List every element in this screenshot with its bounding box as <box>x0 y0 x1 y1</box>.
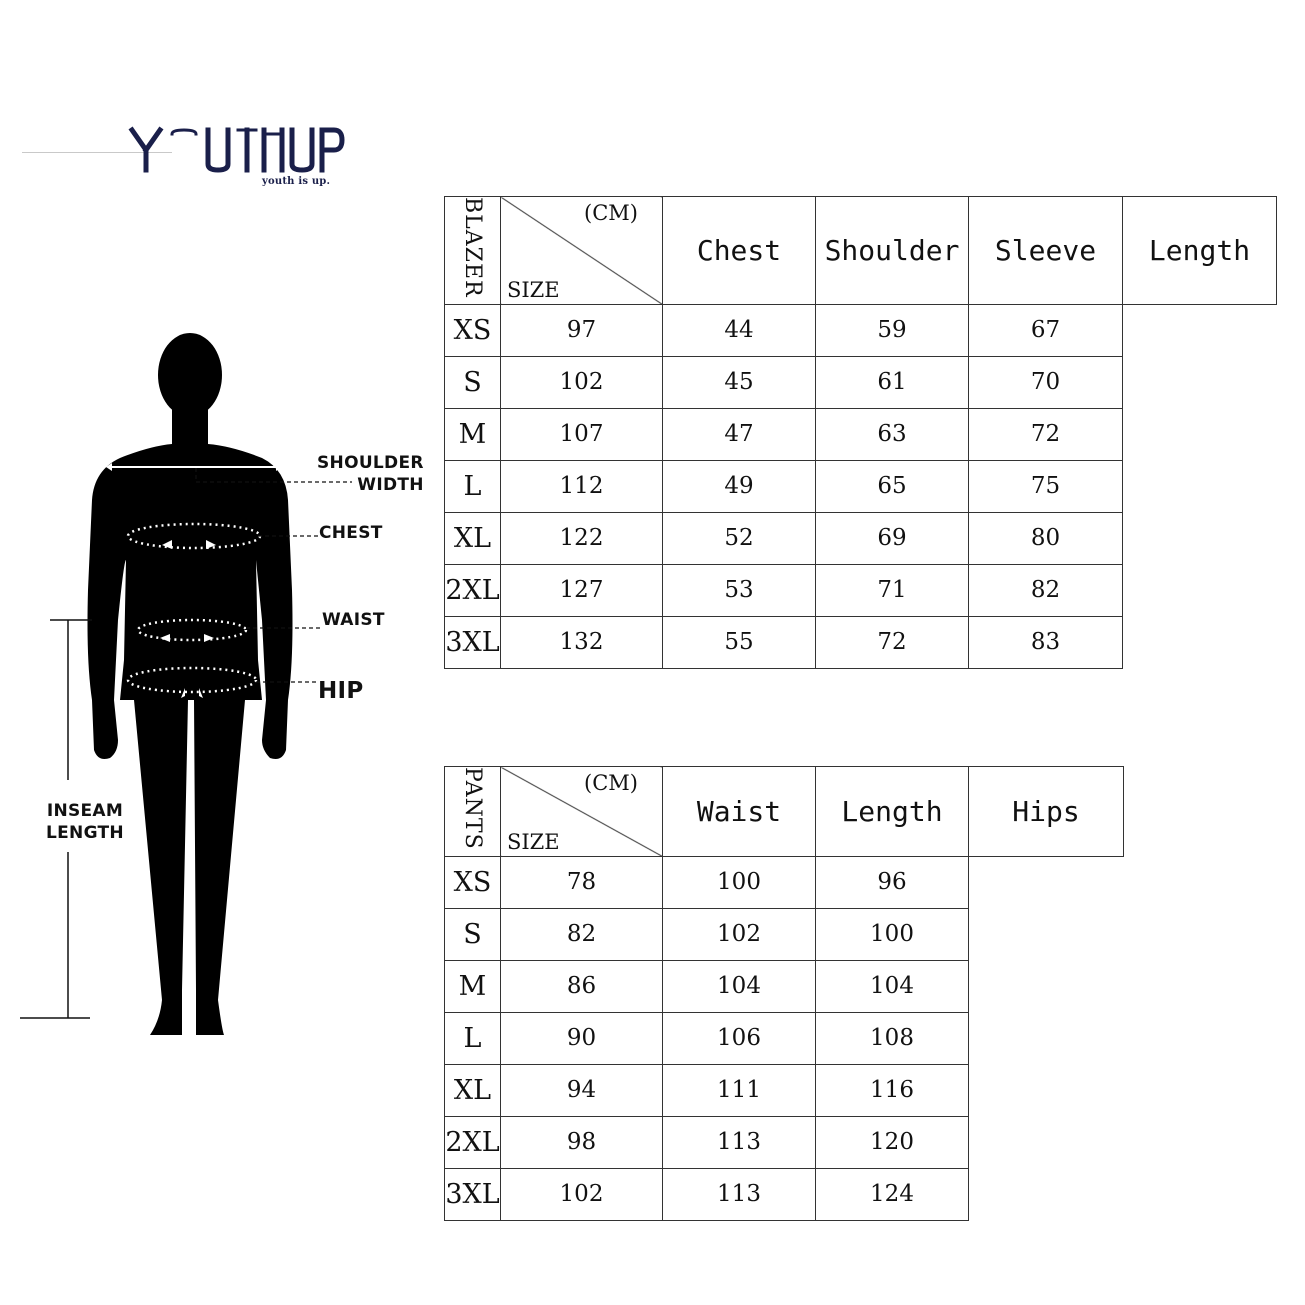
measurement-cell: 63 <box>816 408 969 460</box>
blazer-section-label: BLAZER <box>460 197 485 298</box>
measurement-cell: 70 <box>969 356 1123 408</box>
size-cell: L <box>445 460 501 512</box>
measurement-cell: 102 <box>501 1168 663 1220</box>
size-cell: XS <box>445 856 501 908</box>
measurement-cell: 104 <box>663 960 816 1012</box>
blazer-section-cell <box>445 197 501 305</box>
table-row <box>445 408 1277 460</box>
measurement-cell: 111 <box>663 1064 816 1116</box>
shoulder-width-label: SHOULDER WIDTH <box>317 453 424 495</box>
measurement-cell: 116 <box>816 1064 969 1116</box>
table-row <box>445 564 1277 616</box>
size-cell: S <box>445 908 501 960</box>
measurement-cell: 59 <box>816 304 969 356</box>
measurement-cell: 106 <box>663 1012 816 1064</box>
size-cell: 3XL <box>445 1168 501 1220</box>
pants-size-table <box>444 766 1124 1221</box>
column-header: Chest <box>663 197 816 305</box>
size-cell: XS <box>445 304 501 356</box>
measurement-cell: 122 <box>501 512 663 564</box>
table-header-row <box>445 197 1277 305</box>
measurement-cell: 52 <box>663 512 816 564</box>
measurement-cell: 104 <box>816 960 969 1012</box>
human-silhouette <box>88 333 293 1035</box>
measurement-cell: 90 <box>501 1012 663 1064</box>
pants-section-cell <box>445 767 501 857</box>
table-row <box>445 356 1277 408</box>
size-unit-corner-cell <box>501 197 663 305</box>
blazer-size-table <box>444 196 1277 669</box>
measurement-cell: 69 <box>816 512 969 564</box>
hip-label: HIP <box>318 678 364 704</box>
measurement-cell: 113 <box>663 1116 816 1168</box>
column-header: Length <box>1123 197 1277 305</box>
measurement-cell: 71 <box>816 564 969 616</box>
measurement-cell: 98 <box>501 1116 663 1168</box>
table-row <box>445 512 1277 564</box>
measurement-cell: 86 <box>501 960 663 1012</box>
measurement-cell: 100 <box>663 856 816 908</box>
measurement-cell: 132 <box>501 616 663 668</box>
column-header: Shoulder <box>816 197 969 305</box>
table-row <box>445 908 1124 960</box>
measurement-cell: 83 <box>969 616 1123 668</box>
size-cell: S <box>445 356 501 408</box>
measurement-cell: 102 <box>663 908 816 960</box>
measurement-cell: 124 <box>816 1168 969 1220</box>
measurement-cell: 61 <box>816 356 969 408</box>
size-cell: 3XL <box>445 616 501 668</box>
measurement-cell: 107 <box>501 408 663 460</box>
measurement-cell: 53 <box>663 564 816 616</box>
measurement-cell: 127 <box>501 564 663 616</box>
column-header: Sleeve <box>969 197 1123 305</box>
measurement-cell: 96 <box>816 856 969 908</box>
size-cell: 2XL <box>445 564 501 616</box>
inseam-length-label: INSEAM LENGTH <box>46 801 124 843</box>
measurement-cell: 94 <box>501 1064 663 1116</box>
measurement-cell: 120 <box>816 1116 969 1168</box>
measurement-cell: 108 <box>816 1012 969 1064</box>
size-cell: 2XL <box>445 1116 501 1168</box>
column-header: Waist <box>663 767 816 857</box>
pants-section-label: PANTS <box>460 767 485 850</box>
chest-label: CHEST <box>319 523 383 543</box>
measurement-cell: 80 <box>969 512 1123 564</box>
table-row <box>445 616 1277 668</box>
brand-tagline: youth is up. <box>262 176 331 187</box>
brand-logo <box>128 124 348 178</box>
measurement-cell: 67 <box>969 304 1123 356</box>
measurement-cell: 78 <box>501 856 663 908</box>
table-row <box>445 460 1277 512</box>
table-header-row <box>445 767 1124 857</box>
size-cell: XL <box>445 1064 501 1116</box>
measurement-cell: 72 <box>969 408 1123 460</box>
measurement-cell: 47 <box>663 408 816 460</box>
measurement-cell: 112 <box>501 460 663 512</box>
table-row <box>445 1012 1124 1064</box>
measurement-cell: 113 <box>663 1168 816 1220</box>
size-unit-corner-cell <box>501 767 663 857</box>
table-row <box>445 856 1124 908</box>
size-cell: L <box>445 1012 501 1064</box>
measurement-cell: 97 <box>501 304 663 356</box>
column-header: Hips <box>969 767 1124 857</box>
measurement-cell: 44 <box>663 304 816 356</box>
table-row <box>445 304 1277 356</box>
table-row <box>445 1064 1124 1116</box>
measurement-cell: 49 <box>663 460 816 512</box>
measurement-cell: 72 <box>816 616 969 668</box>
body-silhouette-figure <box>0 320 445 1040</box>
size-cell: XL <box>445 512 501 564</box>
measurement-cell: 82 <box>969 564 1123 616</box>
measurement-cell: 82 <box>501 908 663 960</box>
measurement-cell: 102 <box>501 356 663 408</box>
measurement-cell: 100 <box>816 908 969 960</box>
table-row <box>445 960 1124 1012</box>
unit-label: (CM) <box>584 201 638 225</box>
size-cell: M <box>445 408 501 460</box>
size-label: SIZE <box>507 829 560 854</box>
measurement-cell: 45 <box>663 356 816 408</box>
size-cell: M <box>445 960 501 1012</box>
table-row <box>445 1116 1124 1168</box>
measurement-cell: 65 <box>816 460 969 512</box>
measurement-cell: 75 <box>969 460 1123 512</box>
measurement-cell: 55 <box>663 616 816 668</box>
waist-label: WAIST <box>322 610 385 630</box>
unit-label: (CM) <box>584 771 638 795</box>
table-row <box>445 1168 1124 1220</box>
size-label: SIZE <box>507 277 560 302</box>
column-header: Length <box>816 767 969 857</box>
